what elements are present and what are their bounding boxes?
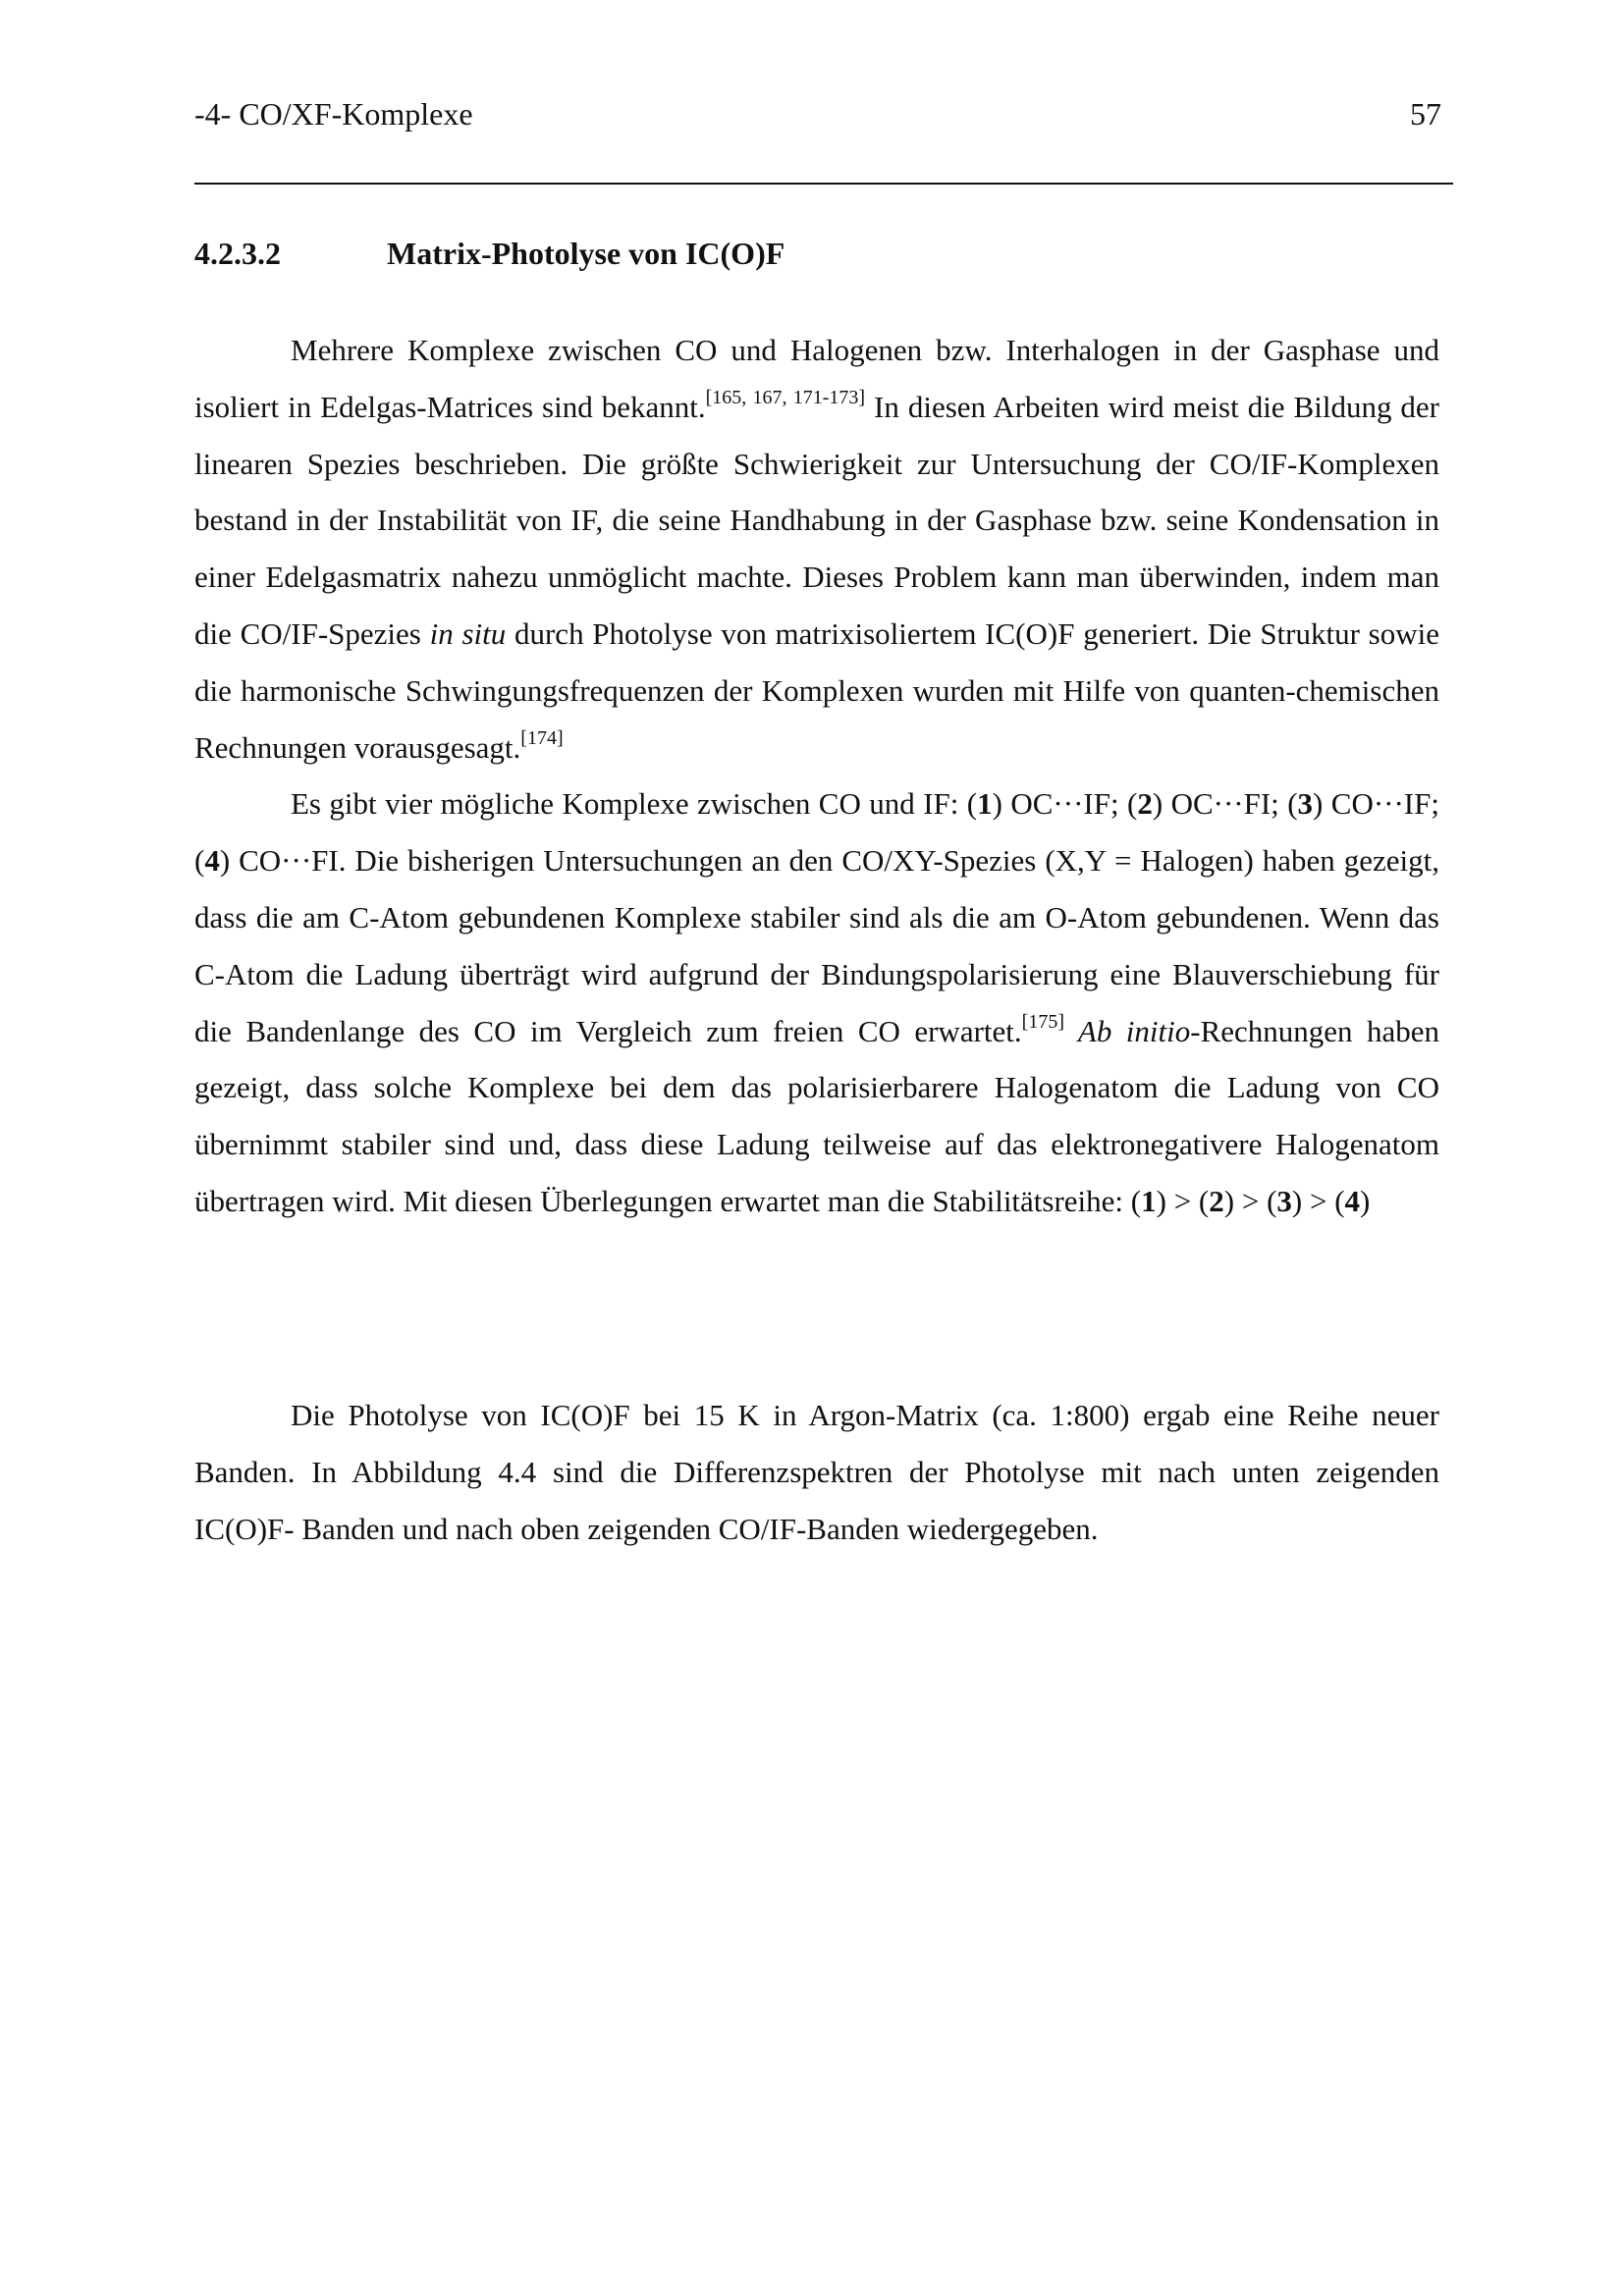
header-divider [194,183,1453,185]
page-number: 57 [1410,96,1441,132]
section-number: 4.2.3.2 [194,236,281,271]
citation: [175] [1021,1010,1064,1033]
text-run: -Rechnungen haben gezeigt, dass solche Komplexe bei dem das polarisierbarere Halogenatom die Ladung von CO übernimmt stabiler sind und, dass diese Ladung teilweise auf das elektronegativere Halogenatom übertragen wird. Mit diesen Überlegungen erwartet man die Stabilitätsreihe: ( [194,1013,1440,1218]
complex-label: 4 [1344,1183,1361,1218]
paragraph-3: Die Photolyse von IC(O)F bei 15 K in Argon-Matrix (ca. 1:800) ergab eine Reihe neuer Banden. In Abbildung 4.4 sind die Differenzspektren der Photolyse mit nach unten zeigenden IC(O)F- Banden und nach oben zeigenden CO/IF-Banden wiedergegeben. [194,1398,1439,1546]
citation: [165, 167, 171-173] [705,386,866,408]
complex-label: 2 [1137,786,1153,822]
paragraph-2 [194,775,1439,1229]
complex-label: 3 [1297,786,1314,822]
citation: [174] [520,726,564,749]
text-run: durch Photolyse von matrixisoliertem IC(O)F generiert. Die Struktur sowie die harmonische Schwingungsfrequenzen der Komplexen wurden mit Hilfe von quanten-chemischen Rechnungen vorausgesagt. [194,615,1439,765]
text-run: ) [1360,1183,1371,1218]
text-run: ) CO···FI. Die bisherigen Untersuchungen an den CO/XY-Spezies (X,Y = Halogen) haben gezeigt, dass die am C-Atom gebundenen Komplexe stabiler sind als die am O-Atom gebundenen. Wenn das C-Atom die Ladung überträgt wird aufgrund der Bindungspolarisierung eine Blauverschiebung für die Bandenlange des CO im Vergleich zum freien CO erwartet. [194,843,1439,1048]
text-run: ) CO···IF; ( [194,786,1439,879]
body-text-block [194,322,1439,1230]
complex-label: 1 [1141,1183,1157,1218]
italic-term: Ab initio [1063,1013,1191,1048]
text-run: Es gibt vier mögliche Komplexe zwischen CO und IF: ( [291,786,978,822]
text-run: ) OC···IF; ( [992,786,1138,822]
chapter-title: -4- CO/XF-Komplexe [194,96,473,132]
text-run: ) > ( [1156,1183,1210,1218]
text-run: ) > ( [1291,1183,1345,1218]
text-run: In diesen Arbeiten wird meist die Bildung der linearen Spezies beschrieben. Die größte Schwierigkeit zur Untersuchung der CO/IF-Komplexen bestand in der Instabilität von IF, die seine Handhabung in der Gasphase bzw. seine Kondensation in einer Edelgasmatrix nahezu unmöglicht machte. Dieses Problem kann man überwinden, indem man die CO/IF-Spezies [194,389,1440,651]
paragraph-1 [194,322,1439,775]
complex-label: 3 [1276,1183,1292,1218]
text-run: ) OC···FI; ( [1152,786,1298,822]
section-heading [194,234,784,273]
section-title: Matrix-Photolyse von IC(O)F [387,236,785,271]
complex-label: 2 [1209,1183,1224,1218]
body-text-block [194,1387,1439,1557]
text-run: Mehrere Komplexe zwischen CO und Halogenen bzw. Interhalogen in der Gasphase und isoliert in Edelgas-Matrices sind bekannt. [194,333,1439,424]
complex-label: 4 [204,843,220,879]
text-run: ) > ( [1223,1183,1277,1218]
italic-term: in situ [429,615,507,651]
running-header [194,94,1441,133]
complex-label: 1 [977,786,993,822]
